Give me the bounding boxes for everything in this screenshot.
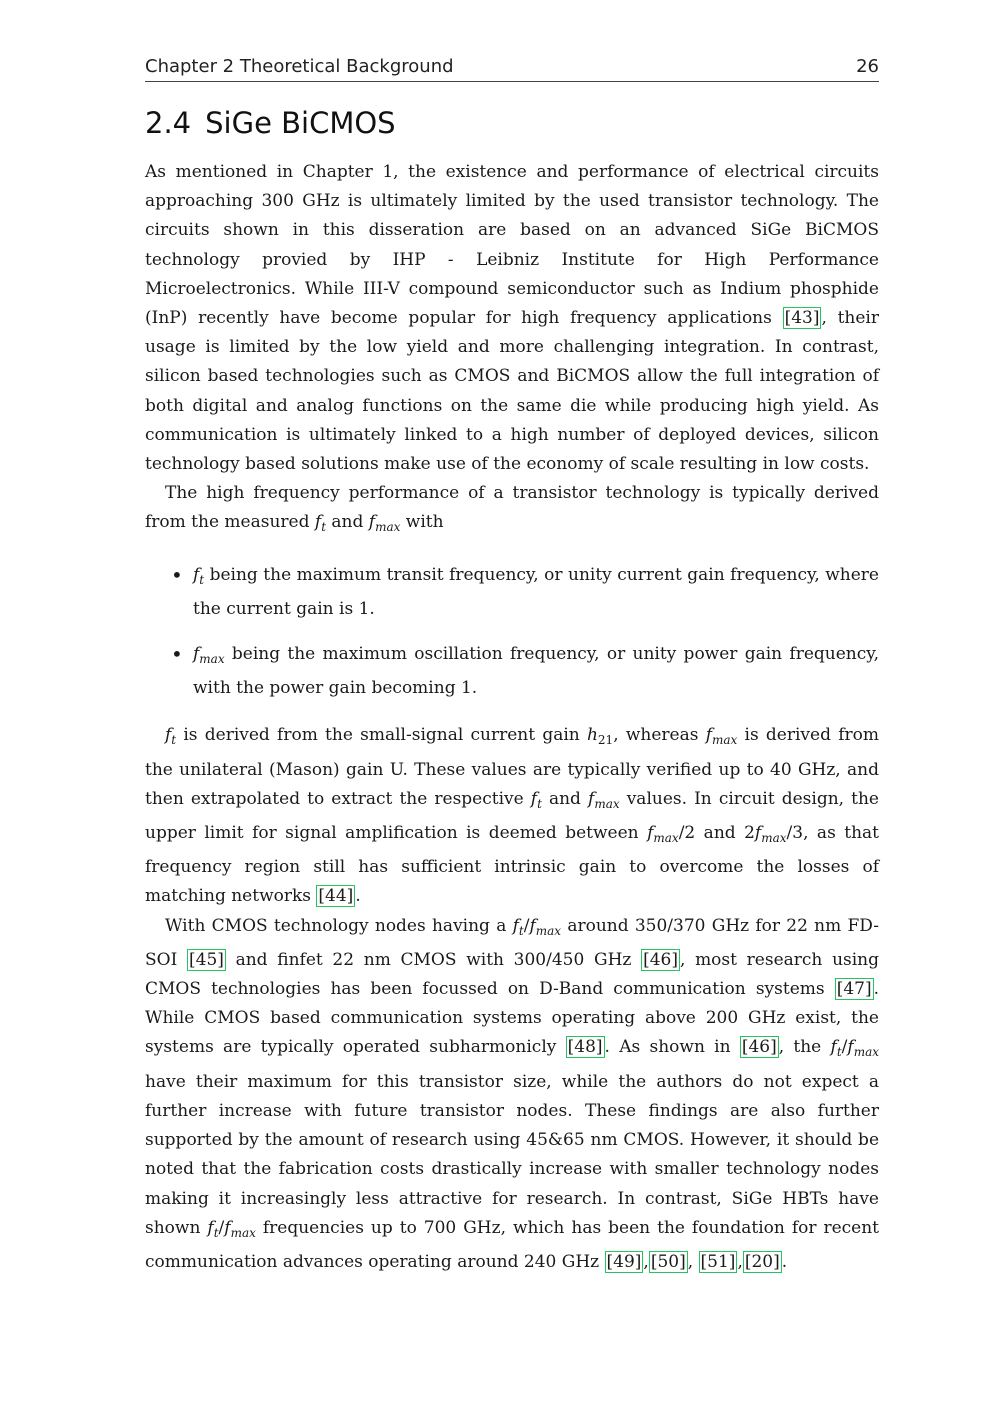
math-operator: / (218, 1217, 225, 1238)
math-subscript: t (537, 796, 542, 811)
section-number: 2.4 (145, 106, 192, 140)
citation-link[interactable]: [51] (700, 1251, 736, 1272)
paragraph-text: . (781, 1251, 788, 1272)
page (145, 56, 879, 1277)
citation-link[interactable]: [48] (567, 1037, 603, 1058)
citation-link[interactable]: [46] (741, 1037, 777, 1058)
paragraph-text: , (687, 1251, 699, 1272)
math-symbol: f (224, 1217, 231, 1238)
paragraph-text: /3, as that frequency region still has sufficient intrinsic gain to overcome the losses of matching networks (145, 823, 879, 907)
math-subscript: max (711, 733, 738, 748)
math-symbol: f (207, 1217, 214, 1238)
paragraph-text: The high frequency performance of a transistor technology is typically derived from the measured (145, 483, 879, 533)
math-symbol: f (705, 725, 712, 746)
math-symbol: f (368, 512, 376, 533)
citation-link[interactable]: [47] (836, 979, 872, 1000)
paragraph-text: . (355, 886, 361, 907)
citation-link[interactable]: [50] (650, 1251, 686, 1272)
list-item-text: being the maximum transit frequency, or unity current gain frequency, where the current gain is 1. (193, 564, 879, 619)
math-operator: / (841, 1037, 848, 1058)
paragraph-text: As mentioned in Chapter 1, the existence and performance of electrical circuits approaching 300 GHz is ultimately limited by the used transistor technology. The circuits shown in this disseration are based on an advanced SiGe BiCMOS technology provied by IHP - Leibniz Institute for High Performance Microelectronics. While III-V compound semiconductor such as Indium phosphide (InP) recently have become popular for high frequency applications (145, 162, 879, 329)
math-symbol: f (588, 788, 595, 809)
list-item (145, 561, 879, 624)
math-subscript: t (171, 733, 177, 748)
definition-list (145, 561, 879, 704)
paragraph-text: . As shown in (604, 1037, 740, 1058)
paragraph-text: , the (778, 1037, 831, 1058)
citation-link[interactable]: [49] (606, 1251, 642, 1272)
paragraph-text: values. In circuit design, the upper limit for signal amplification is deemed between (145, 788, 879, 844)
math-symbol: f (193, 644, 200, 665)
citation-link[interactable]: [20] (744, 1251, 780, 1272)
math-subscript: max (230, 1225, 256, 1240)
paragraph-text: , (643, 1251, 649, 1272)
math-symbol: f (314, 512, 322, 533)
citation-link[interactable]: [43] (784, 308, 820, 329)
math-subscript: max (375, 520, 401, 535)
math-subscript: t (518, 923, 524, 938)
math-symbol: f (830, 1037, 837, 1058)
math-symbol: f (530, 788, 538, 809)
math-symbol: f (165, 725, 172, 746)
paragraph-text: around 350/370 GHz for 22 nm FD-SOI (145, 915, 879, 970)
paragraph-text: , whereas (613, 725, 706, 746)
paragraph-intro (145, 158, 879, 479)
paragraph-text: is derived from the unilateral (Mason) gain U. These values are typically verified up to 40 GHz, and then extrapolated to extract the respective (145, 725, 879, 809)
section-heading (145, 106, 879, 140)
paragraph-text: . While CMOS based communication systems operating above 200 GHz exist, the systems are typically operated subharmonicly (145, 979, 879, 1058)
citation-link[interactable]: [46] (643, 949, 678, 970)
math-subscript: max (761, 831, 787, 846)
section-title: SiGe BiCMOS (205, 106, 396, 140)
paragraph-hf-performance (145, 479, 879, 542)
list-item (145, 640, 879, 703)
paragraph-text: with (400, 512, 444, 533)
paragraph-text: With CMOS technology nodes having a (165, 915, 513, 936)
math-symbol: f (647, 823, 654, 844)
citation-link[interactable]: [44] (318, 886, 354, 907)
running-header (145, 56, 879, 82)
paragraph-text: and (541, 788, 589, 809)
math-subscript: max (653, 831, 679, 846)
math-subscript: max (853, 1045, 879, 1060)
math-symbol: f (754, 823, 762, 844)
paragraph-text: and finfet 22 nm CMOS with 300/450 GHz (225, 949, 642, 970)
paragraph-cmos-comparison (145, 912, 879, 1277)
page-number: 26 (856, 56, 879, 77)
chapter-title: Chapter 2 Theoretical Background (145, 56, 454, 77)
citation-link[interactable]: [45] (189, 949, 224, 970)
math-subscript: t (321, 520, 327, 535)
math-subscript: max (594, 796, 620, 811)
math-symbol: h (586, 725, 598, 746)
math-symbol: f (847, 1037, 854, 1058)
paragraph-text: frequencies up to 700 GHz, which has been the foundation for recent communication advances operating around 240 GHz (145, 1217, 880, 1272)
math-operator: / (523, 915, 530, 936)
paragraph-derivation (145, 721, 879, 911)
paragraph-text: is derived from the small-signal current gain (176, 725, 587, 746)
paragraph-text: and (326, 512, 369, 533)
paragraph-text: have their maximum for this transistor size, while the authors do not expect a further increase with future transistor nodes. These findings are also further supported by the amount of research using 45&65 nm CMOS. However, it should be noted that the fabrication costs drastically increase with smaller technology nodes making it increasingly less attractive for research. In contrast, SiGe HBTs have shown (145, 1071, 879, 1238)
math-symbol: f (193, 564, 200, 585)
paragraph-text: , (737, 1251, 743, 1272)
list-item-text: being the maximum oscillation frequency, or unity power gain frequency, with the power gain becoming 1. (193, 644, 879, 699)
paragraph-text: , most research using CMOS technologies has been focussed on D-Band communication systems (145, 949, 880, 1000)
math-symbol: f (512, 915, 519, 936)
math-subscript: 21 (597, 733, 614, 748)
math-subscript: max (535, 923, 562, 938)
math-subscript: max (199, 652, 225, 667)
math-subscript: t (199, 572, 205, 587)
paragraph-text: , their usage is limited by the low yield and more challenging integration. In contrast, silicon based technologies such as CMOS and BiCMOS allow the full integration of both digital and analog functions on the same die while producing high yield. As communication is ultimately linked to a high number of deployed devices, silicon technology based solutions make use of the economy of scale resulting in low costs. (145, 308, 879, 475)
math-subscript: t (213, 1225, 219, 1240)
math-subscript: t (836, 1045, 842, 1060)
math-symbol: f (529, 915, 536, 936)
paragraph-text: /2 and 2 (678, 823, 755, 844)
